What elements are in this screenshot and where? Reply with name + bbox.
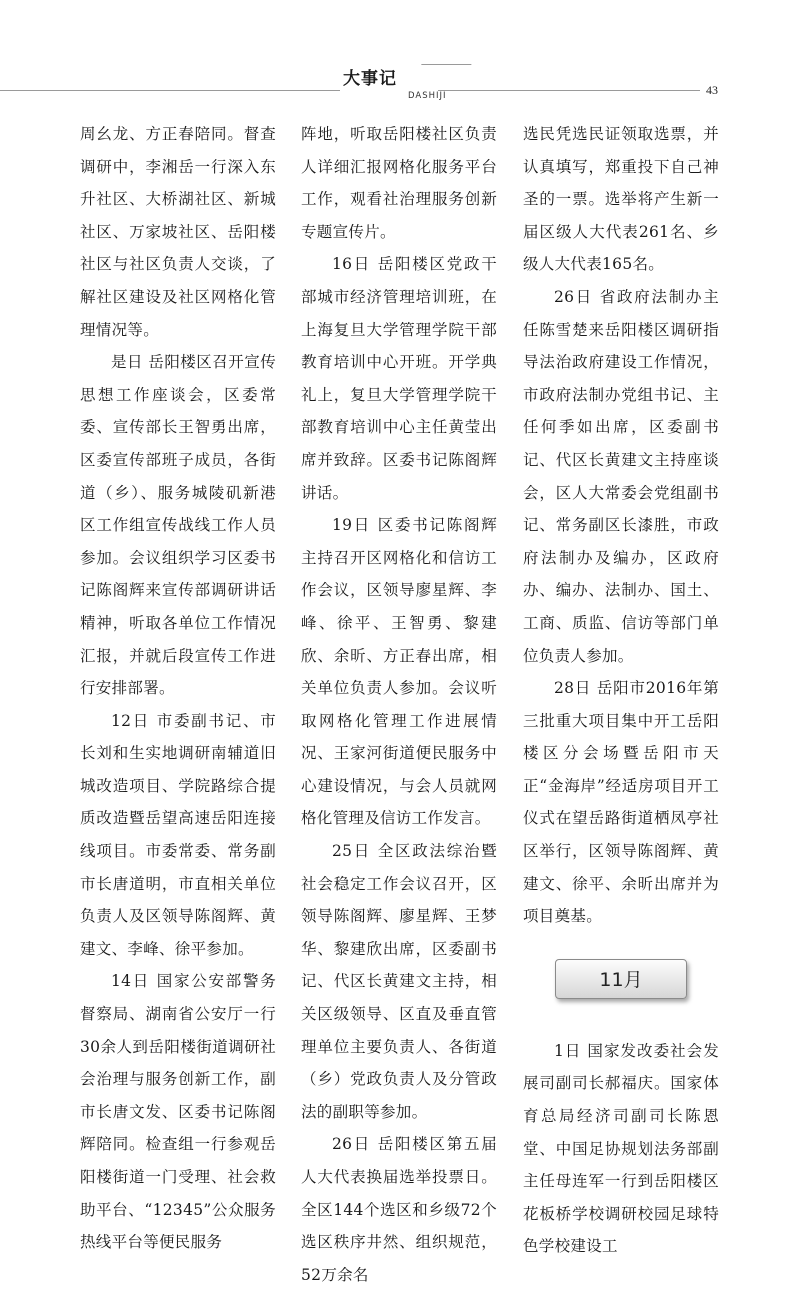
- paragraph: 28日 岳阳市2016年第三批重大项目集中开工岳阳楼区分会场暨岳阳市天正“金海岸”经适房项目开工仪式在望岳路街道栖凤亭社区举行，区领导陈阁辉、黄建文、徐平、余昕出席并为项目奠基。: [523, 679, 719, 926]
- paragraph: 12日 市委副书记、市长刘和生实地调研南辅道旧城改造项目、学院路综合提质改造暨岳望高速岳阳连接线项目。市委常委、常务副市长唐道明，市直相关单位负责人及区领导陈阁辉、黄建文、李峰、徐平参加。: [80, 711, 276, 958]
- paragraph: 阵地，听取岳阳楼社区负责人详细汇报网格化服务平台工作，观看社治理服务创新专题宣传片。: [301, 125, 497, 241]
- paragraph: 19日 区委书记陈阁辉主持召开区网格化和信访工作会议，区领导廖星辉、李峰、徐平、王智勇、黎建欣、余昕、方正春出席，相关单位负责人参加。会议听取网格化管理工作进展情况、王家河街道便民服务中心建设情况，与会人员就网格化管理及信访工作发言。: [301, 516, 497, 828]
- paragraph: 是日 岳阳楼区召开宣传思想工作座谈会，区委常委、宣传部长王智勇出席，区委宣传部班子成员，各街道（乡）、服务城陵矶新港区工作组宣传战线工作人员参加。会议组织学习区委书记陈阁辉来宣传部调研讲话精神，听取各单位工作情况汇报，并就后段宣传工作进行安排部署。: [80, 353, 276, 698]
- paragraph: 16日 岳阳楼区党政干部城市经济管理培训班，在上海复旦大学管理学院干部教育培训中心开班。开学典礼上，复旦大学管理学院干部教育培训中心主任黄莹出席并致辞。区委书记陈阁辉讲话。: [301, 255, 497, 502]
- paragraph: 周幺龙、方正春陪同。督查调研中，李湘岳一行深入东升社区、大桥湖社区、新城社区、万家坡社区、岳阳楼社区与社区负责人交谈，了解社区建设及社区网格化管理情况等。: [80, 125, 276, 339]
- text-column-3: [523, 118, 719, 1263]
- page-number: 43: [706, 83, 718, 97]
- paragraph: 选民凭选民证领取选票，并认真填写，郑重投下自己神圣的一票。选举将产生新一届区级人大代表261名、乡级人大代表165名。: [523, 125, 719, 274]
- text-column-1: [80, 118, 276, 1259]
- text-column-2: [301, 118, 497, 1291]
- paragraph: 1日 国家发改委社会发展司副司长郝福庆。国家体育总局经济司副司长陈恩堂、中国足协规划法务部副主任母连军一行到岳阳楼区花板桥学校调研校园足球特色学校建设工: [523, 1041, 719, 1256]
- header-rule-right: [438, 90, 700, 91]
- header-rule-left: [0, 90, 340, 91]
- section-title: 大事记: [343, 69, 397, 89]
- paragraph: 14日 国家公安部警务督察局、湖南省公安厅一行30余人到岳阳楼街道调研社会治理与服务创新工作，副市长唐文发、区委书记陈阁辉陪同。检查组一行参观岳阳楼街道一门受理、社会救助平台、“12345”公众服务热线平台等便民服务: [80, 972, 276, 1252]
- month-heading-badge: 11月: [555, 959, 687, 999]
- paragraph: 25日 全区政法综治暨社会稳定工作会议召开，区领导陈阁辉、廖星辉、王梦华、黎建欣出席，区委副书记、代区长黄建文主持，相关区级领导、区直及垂直管理单位主要负责人、各街道（乡）党政负责人及分管政法的副职等参加。: [301, 842, 497, 1121]
- paragraph: 26日 岳阳楼区第五届人大代表换届选举投票日。全区144个选区和乡级72个选区秩序井然、组织规范，52万余名: [301, 1135, 497, 1284]
- paragraph: 26日 省政府法制办主任陈雪楚来岳阳楼区调研指导法治政府建设工作情况，市政府法制办党组书记、主任何季如出席，区委副书记、代区长黄建文主持座谈会，区人大常委会党组副书记、常务副区长漆胜，市政府法制办及编办，区政府办、编办、法制办、国土、工商、质监、信访等部门单位负责人参加。: [523, 287, 719, 665]
- section-subtitle: DASHIJI: [408, 91, 447, 101]
